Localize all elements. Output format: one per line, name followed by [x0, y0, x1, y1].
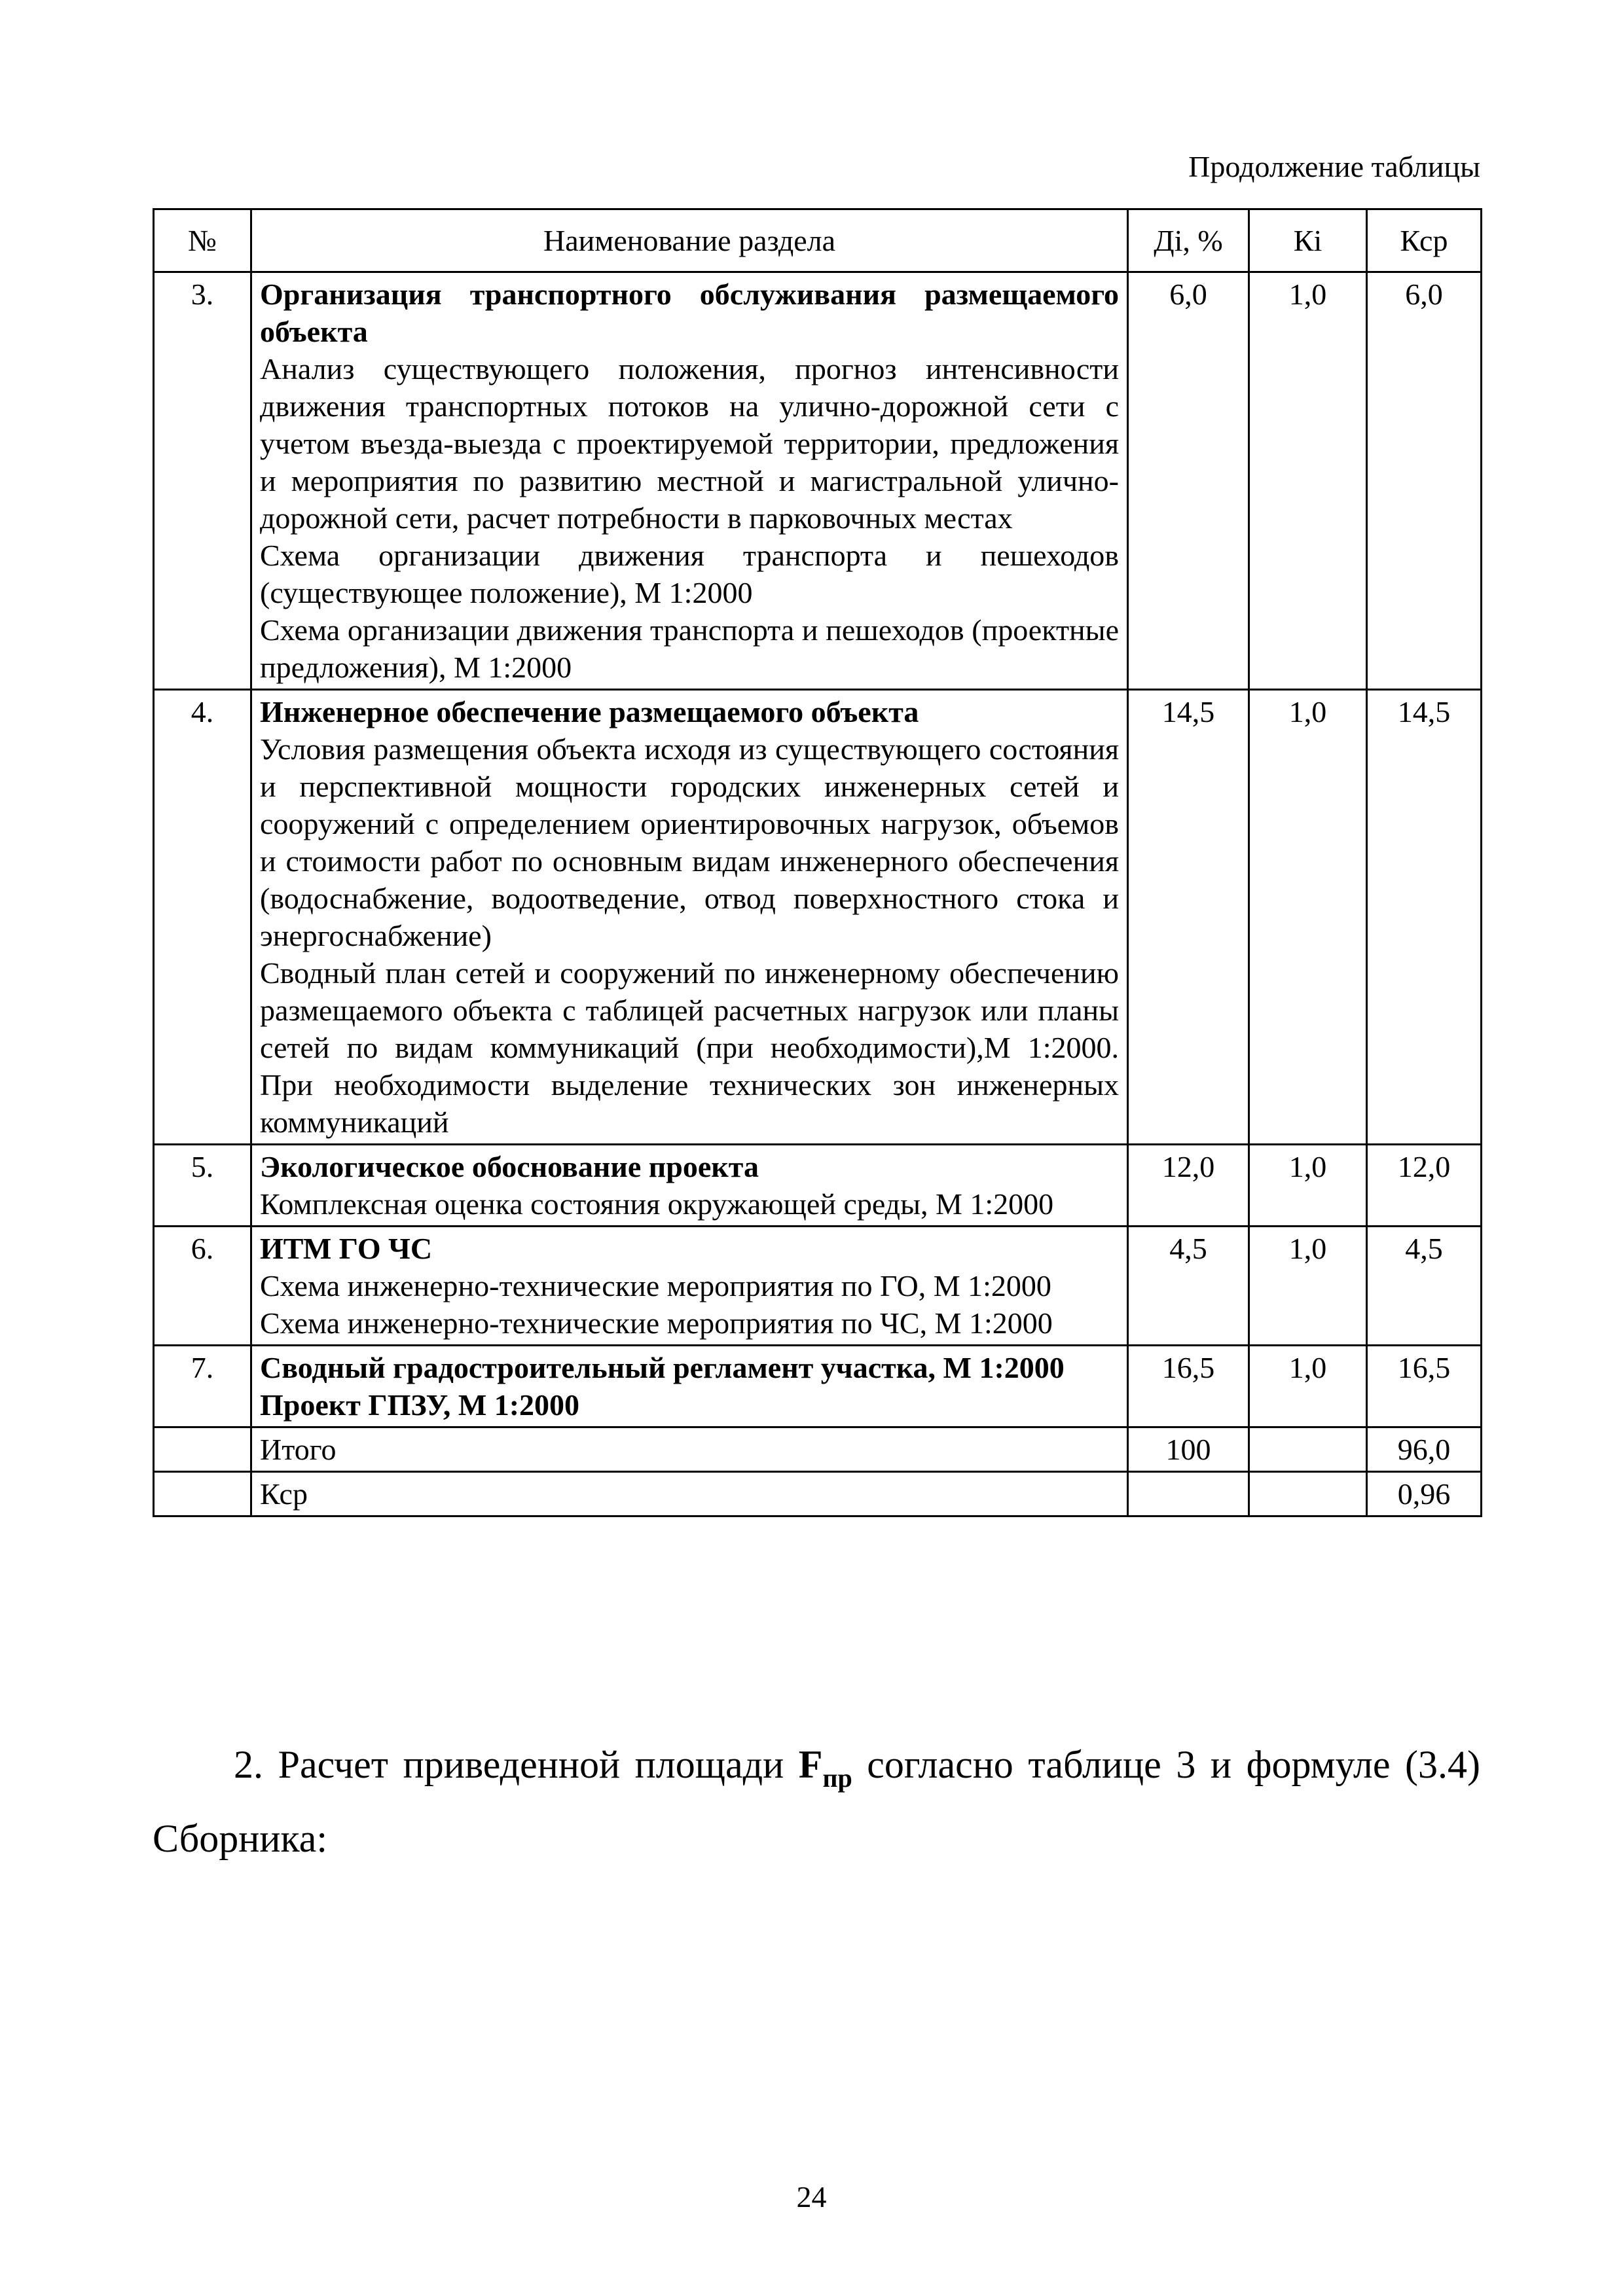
- page-number: 24: [796, 2180, 827, 2214]
- row-number: 3.: [154, 272, 251, 690]
- ki-value: 1,0: [1249, 1346, 1367, 1427]
- area-symbol-subscript: пр: [822, 1763, 852, 1793]
- ksr-value: 4,5: [1367, 1227, 1482, 1346]
- section-line: Схема организации движения транспорта и пешеходов (существующее положение), М 1:2000: [260, 539, 1119, 609]
- section-title: Инженерное обеспечение размещаемого объекта: [260, 695, 919, 728]
- header-name: Наименование раздела: [251, 209, 1128, 272]
- ksr-row: [154, 1472, 1482, 1516]
- section-description: [251, 1145, 1128, 1227]
- table-row: [154, 1145, 1482, 1227]
- table-row: [154, 690, 1482, 1145]
- area-symbol: F: [798, 1743, 823, 1786]
- ksr-value: 14,5: [1367, 690, 1482, 1145]
- di-value: 14,5: [1128, 690, 1249, 1145]
- section-title: Экологическое обоснование проекта: [260, 1150, 759, 1183]
- section-line: Схема инженерно-технические мероприятия по ЧС, М 1:2000: [260, 1306, 1053, 1340]
- di-value: 6,0: [1128, 272, 1249, 690]
- total-row: [154, 1427, 1482, 1472]
- section-line: Схема организации движения транспорта и пешеходов (проектные предложения), М 1:2000: [260, 613, 1119, 684]
- total-label: Итого: [251, 1427, 1128, 1472]
- section-title: Сводный градостроительный регламент участка, М 1:2000: [260, 1351, 1065, 1384]
- table-row: [154, 272, 1482, 690]
- header-di: Дi, %: [1128, 209, 1249, 272]
- body-paragraph: [153, 1734, 1480, 1869]
- row-number-empty: [154, 1427, 251, 1472]
- paragraph-text: [153, 1734, 1480, 1869]
- ki-value: 1,0: [1249, 272, 1367, 690]
- di-value: 4,5: [1128, 1227, 1249, 1346]
- section-line: Анализ существующего положения, прогноз интенсивности движения транспортных потоков на улично-дорожной сети с учетом въезда-выезда с проектируемой территории, предложения и мероприятия по развитию местной и магистральной улично-дорожной сети, расчет потребности в парковочных местах: [260, 352, 1119, 535]
- row-number: 4.: [154, 690, 251, 1145]
- section-title: Организация транспортного обслуживания размещаемого объекта: [260, 278, 1119, 348]
- section-title-secondary: Проект ГПЗУ, М 1:2000: [260, 1388, 580, 1422]
- ksr-row-ki: [1249, 1472, 1367, 1516]
- ki-value: 1,0: [1249, 690, 1367, 1145]
- section-line: Комплексная оценка состояния окружающей среды, М 1:2000: [260, 1187, 1054, 1221]
- sections-table: [153, 208, 1482, 1517]
- ksr-row-value: 0,96: [1367, 1472, 1482, 1516]
- row-number-empty: [154, 1472, 251, 1516]
- ksr-label: Кср: [251, 1472, 1128, 1516]
- total-ksr: 96,0: [1367, 1427, 1482, 1472]
- total-di: 100: [1128, 1427, 1249, 1472]
- section-description: [251, 272, 1128, 690]
- total-ki: [1249, 1427, 1367, 1472]
- ksr-row-di: [1128, 1472, 1249, 1516]
- ki-value: 1,0: [1249, 1227, 1367, 1346]
- ki-value: 1,0: [1249, 1145, 1367, 1227]
- row-number: 5.: [154, 1145, 251, 1227]
- table-continuation-caption: Продолжение таблицы: [1188, 150, 1480, 183]
- di-value: 16,5: [1128, 1346, 1249, 1427]
- section-description: [251, 1227, 1128, 1346]
- table-header-row: [154, 209, 1482, 272]
- di-value: 12,0: [1128, 1145, 1249, 1227]
- ksr-value: 12,0: [1367, 1145, 1482, 1227]
- section-title: ИТМ ГО ЧС: [260, 1232, 433, 1265]
- header-ksr: Кср: [1367, 209, 1482, 272]
- section-line: Условия размещения объекта исходя из существующего состояния и перспективной мощности городских инженерных сетей и сооружений с определением ориентировочных нагрузок, объемов и стоимости работ по основным видам инженерного обеспечения (водоснабжение, водоотведение, отвод поверхностного стока и энергоснабжение): [260, 732, 1119, 952]
- header-ki: Кi: [1249, 209, 1367, 272]
- section-line: Схема инженерно-технические мероприятия по ГО, М 1:2000: [260, 1269, 1051, 1302]
- section-description: [251, 1346, 1128, 1427]
- row-number: 6.: [154, 1227, 251, 1346]
- table-row: [154, 1346, 1482, 1427]
- section-description: [251, 690, 1128, 1145]
- header-num: №: [154, 209, 251, 272]
- ksr-value: 6,0: [1367, 272, 1482, 690]
- table-row: [154, 1227, 1482, 1346]
- section-line: Сводный план сетей и сооружений по инженерному обеспечению размещаемого объекта с таблицей расчетных нагрузок или планы сетей по видам коммуникаций (при необходимости),М 1:2000. При необходимости выделение технических зон инженерных коммуникаций: [260, 956, 1119, 1139]
- paragraph-after: согласно таблице 3 и формуле (3.4) Сборника:: [153, 1743, 1481, 1860]
- paragraph-before: 2. Расчет приведенной площади: [234, 1743, 799, 1786]
- row-number: 7.: [154, 1346, 251, 1427]
- ksr-value: 16,5: [1367, 1346, 1482, 1427]
